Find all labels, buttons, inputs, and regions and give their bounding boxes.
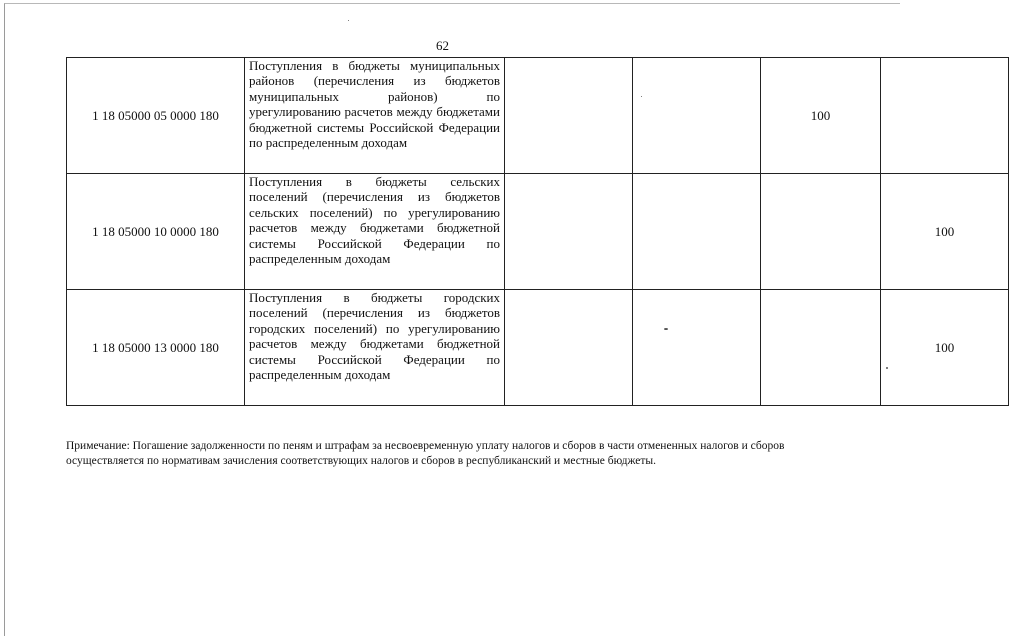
empty-cell — [761, 174, 881, 290]
scan-speck — [348, 20, 349, 21]
budget-distribution-table — [66, 57, 1009, 406]
scan-speck — [641, 96, 642, 97]
empty-cell — [633, 290, 761, 406]
budget-code-cell: 1 18 05000 10 0000 180 — [67, 174, 245, 290]
scan-speck — [886, 367, 888, 369]
empty-cell — [505, 174, 633, 290]
empty-cell — [881, 58, 1009, 174]
budget-code-cell: 1 18 05000 13 0000 180 — [67, 290, 245, 406]
empty-cell — [761, 290, 881, 406]
budget-code-cell: 1 18 05000 05 0000 180 — [67, 58, 245, 174]
percent-cell: 100 — [761, 58, 881, 174]
scan-speck — [664, 328, 668, 330]
description-cell: Поступления в бюджеты сельских поселений (перечисления из бюджетов сельских поселений) по урегулированию расчетов между бюджетами бюджетной системы Российской Федерации по распределенным доходам — [245, 174, 505, 290]
empty-cell — [505, 58, 633, 174]
percent-cell: 100 — [881, 290, 1009, 406]
description-cell: Поступления в бюджеты муниципальных районов (перечисления из бюджетов муниципальных районов) по урегулированию расчетов между бюджетами бюджетной системы Российской Федерации по распределенным доходам — [245, 58, 505, 174]
empty-cell — [633, 174, 761, 290]
page-number: 62 — [436, 38, 449, 53]
table-row — [67, 290, 1009, 406]
empty-cell — [633, 58, 761, 174]
table-row — [67, 58, 1009, 174]
table-row — [67, 174, 1009, 290]
description-cell: Поступления в бюджеты городских поселений (перечисления из бюджетов городских поселений) по урегулированию расчетов между бюджетами бюджетной системы Российской Федерации по распределенным доходам — [245, 290, 505, 406]
footnote: Примечание: Погашение задолженности по пеням и штрафам за несвоевременную уплату налогов и сборов в части отмененных налогов и сборов осуществляется по нормативам зачисления соответствующих налогов и сборов в республиканский и местные бюджеты. — [66, 440, 785, 467]
empty-cell — [505, 290, 633, 406]
percent-cell: 100 — [881, 174, 1009, 290]
